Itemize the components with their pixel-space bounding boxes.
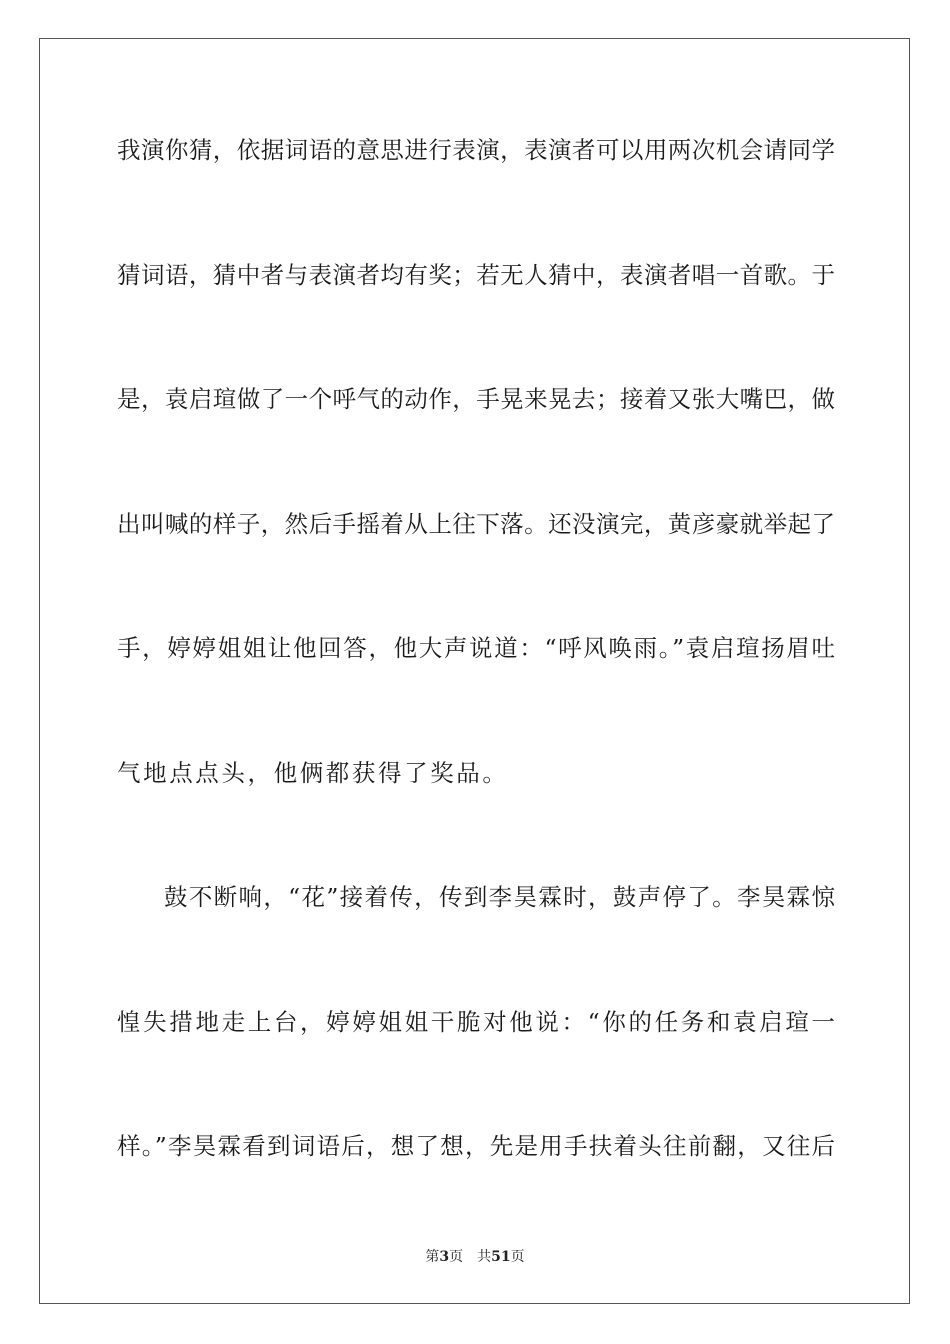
page-suffix: 页 xyxy=(449,1249,464,1265)
text-line-7: 鼓不断响，“花”接着传，传到李昊霖时，鼓声停了。李昊霖惊 xyxy=(164,883,835,911)
page-prefix: 第 xyxy=(425,1249,440,1265)
text-line-3: 是，袁启瑄做了一个呼气的动作，手晃来晃去；接着又张大嘴巴，做 xyxy=(117,385,835,413)
page-number: 3 xyxy=(439,1249,450,1265)
text-line-6: 气地点点头，他俩都获得了奖品。 xyxy=(117,758,509,787)
total-prefix: 共 xyxy=(477,1249,492,1265)
text-line-2: 猜词语，猜中者与表演者均有奖；若无人猜中，表演者唱一首歌。于 xyxy=(117,260,835,289)
text-line-8: 惶失措地走上台，婷婷姐姐干脆对他说：“你的任务和袁启瑄一 xyxy=(117,1007,835,1036)
page-footer xyxy=(0,1247,950,1267)
text-line-4: 出叫喊的样子，然后手摇着从上往下落。还没演完，黄彦豪就举起了 xyxy=(117,509,835,538)
text-line-9: 样。”李昊霖看到词语后，想了想，先是用手扶着头往前翻，又往后 xyxy=(117,1132,835,1160)
document-body xyxy=(117,124,835,1245)
total-suffix: 页 xyxy=(510,1249,525,1265)
total-pages: 51 xyxy=(491,1249,511,1265)
text-line-5: 手，婷婷姐姐让他回答，他大声说道：“呼风唤雨。”袁启瑄扬眉吐 xyxy=(117,634,835,662)
text-line-1: 我演你猜，依据词语的意思进行表演，表演者可以用两次机会请同学 xyxy=(117,136,835,164)
